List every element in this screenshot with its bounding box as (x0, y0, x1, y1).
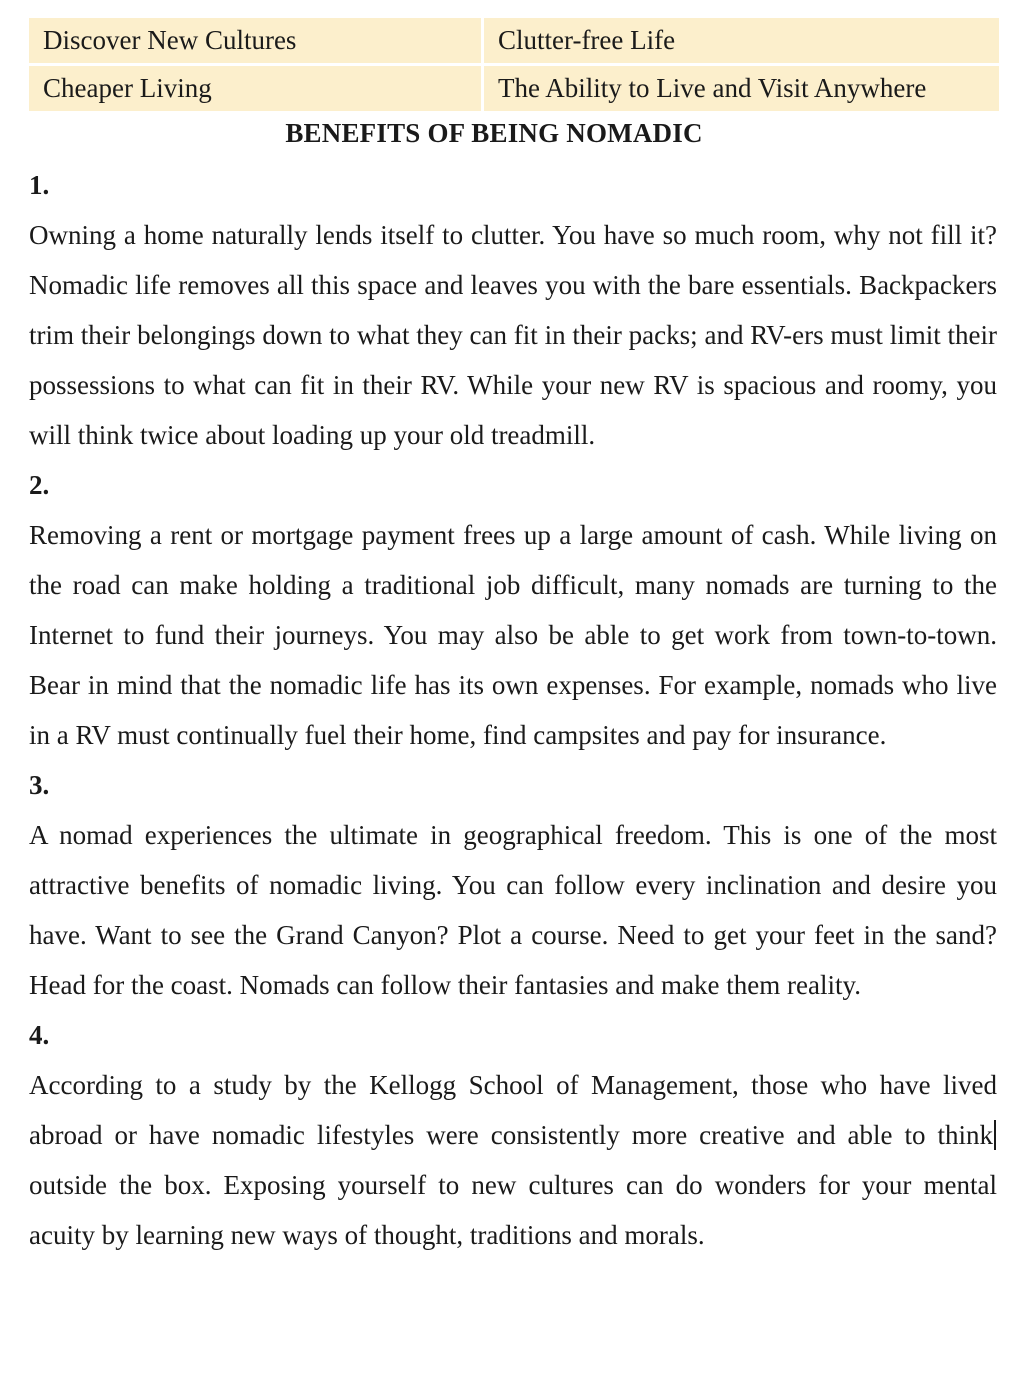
table-cell[interactable]: Clutter-free Life (484, 18, 999, 63)
section-paragraph[interactable] (29, 1060, 997, 1260)
table-cell[interactable]: The Ability to Live and Visit Anywhere (484, 66, 999, 111)
section-paragraph[interactable]: Removing a rent or mortgage payment frees up a large amount of cash. While living on the road can make holding a traditional job difficult, many nomads are turning to the Internet to fund their journeys. You may also be able to get work from town-to-town. Bear in mind that the nomadic life has its own expenses. For example, nomads who live in a RV must continually fuel their home, find campsites and pay for insurance. (29, 520, 997, 750)
table-row (29, 66, 999, 111)
section-paragraph[interactable]: A nomad experiences the ultimate in geographical freedom. This is one of the most attractive benefits of nomadic living. You can follow every inclination and desire you have. Want to see the Grand Canyon? Plot a course. Need to get your feet in the sand? Head for the coast. Nomads can follow their fantasies and make them reality. (29, 820, 997, 1000)
paragraph-text-before-cursor: According to a study by the Kellogg School of Management, those who have lived abroad or have nomadic lifestyles were consistently more creative and able to think (29, 1070, 997, 1150)
page-title: BENEFITS OF BEING NOMADIC (285, 118, 703, 148)
table-cell[interactable]: Discover New Cultures (29, 18, 484, 63)
paragraph-text-after-cursor: outside the box. Exposing yourself to new cultures can do wonders for your mental acuity by learning new ways of thought, traditions and morals. (29, 1170, 997, 1250)
section-number: 4. (29, 1020, 50, 1050)
text-cursor (994, 1120, 996, 1150)
section-number: 1. (29, 170, 50, 200)
section-paragraph[interactable]: Owning a home naturally lends itself to clutter. You have so much room, why not fill it? Nomadic life removes all this space and leaves you with the bare essentials. Backpackers trim their belongings down to what they can fit in their packs; and RV-ers must limit their possessions to what can fit in their RV. While your new RV is spacious and roomy, you will think twice about loading up your old treadmill. (29, 220, 997, 450)
section-number: 3. (29, 770, 50, 800)
table-row (29, 18, 999, 63)
options-table (29, 15, 999, 114)
section-number: 2. (29, 470, 50, 500)
document-body[interactable] (29, 160, 997, 1260)
table-cell[interactable]: Cheaper Living (29, 66, 484, 111)
